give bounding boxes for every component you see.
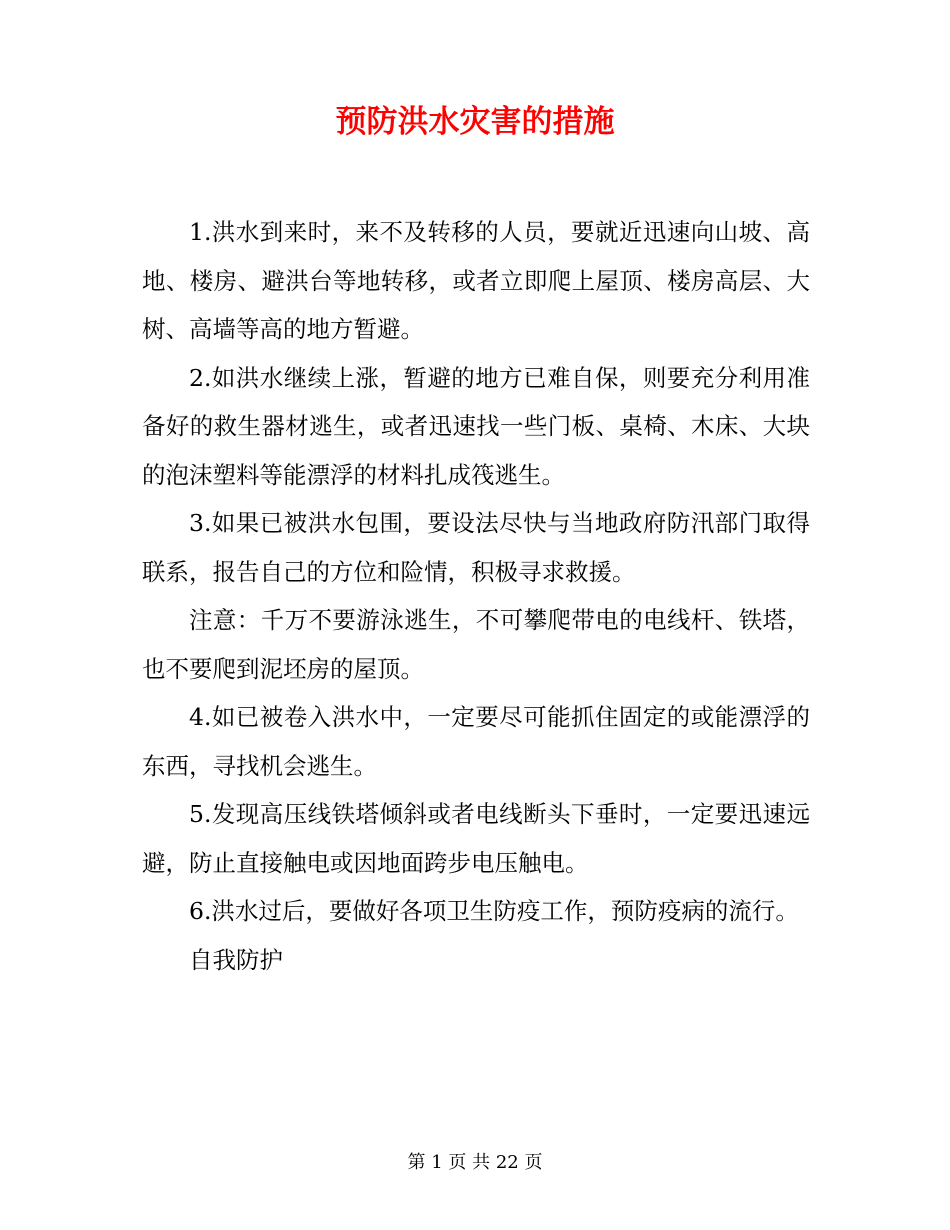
paragraph-item-6: 6.洪水过后，要做好各项卫生防疫工作，预防疫病的流行。 bbox=[189, 897, 799, 925]
section-heading-self-protection: 自我防护 bbox=[189, 945, 283, 974]
paragraph-item-4: 4.如已被卷入洪水中，一定要尽可能抓住固定的或能漂浮的东西，寻找机会逃生。 bbox=[142, 703, 810, 780]
paragraph-note: 注意：千万不要游泳逃生，不可攀爬带电的电线杆、铁塔，也不要爬到泥坯房的屋顶。 bbox=[142, 606, 810, 683]
document-title: 预防洪水灾害的措施 bbox=[335, 104, 615, 140]
paragraph-item-1: 1.洪水到来时，来不及转移的人员，要就近迅速向山坡、高地、楼房、避洪台等地转移，或者立即爬上屋顶、楼房高层、大树、高墙等高的地方暂避。 bbox=[142, 218, 810, 343]
paragraph-item-2: 2.如洪水继续上涨，暂避的地方已难自保，则要充分利用准备好的救生器材逃生，或者迅速找一些门板、桌椅、木床、大块的泡沫塑料等能漂浮的材料扎成筏逃生。 bbox=[142, 363, 810, 489]
page-footer: 第 1 页 共 22 页 bbox=[407, 1152, 543, 1173]
paragraph-item-3: 3.如果已被洪水包围，要设法尽快与当地政府防汛部门取得联系，报告自己的方位和险情，积极寻求救援。 bbox=[142, 509, 810, 586]
document-body bbox=[142, 208, 810, 984]
paragraph-item-5: 5.发现高压线铁塔倾斜或者电线断头下垂时，一定要迅速远避，防止直接触电或因地面跨步电压触电。 bbox=[142, 800, 810, 877]
